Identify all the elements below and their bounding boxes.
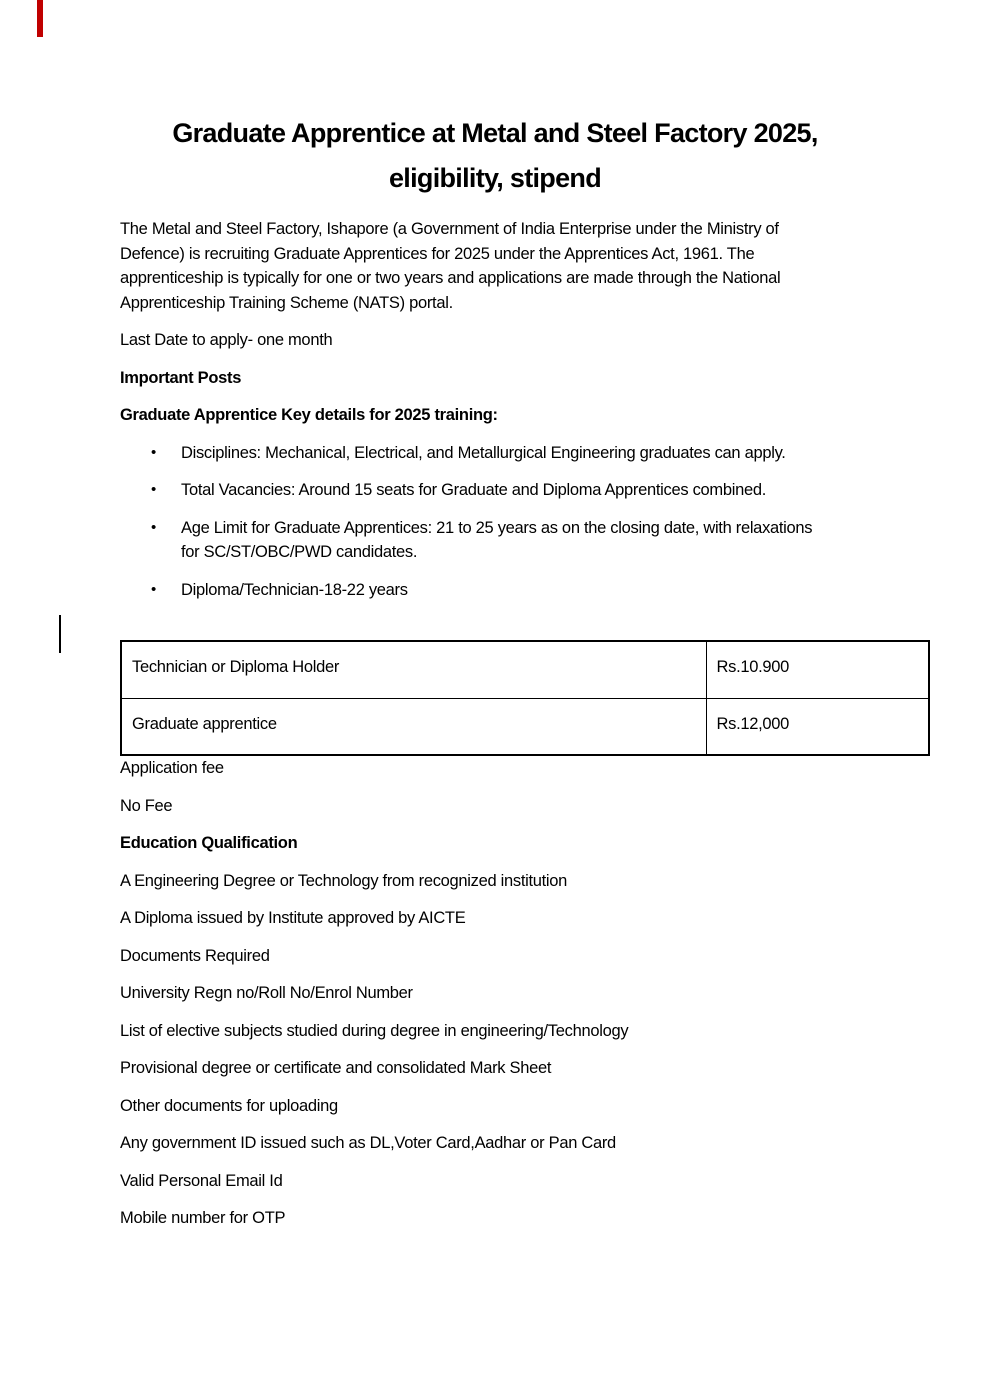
bullet-line: Diploma/Technician-18-22 years [181, 580, 408, 599]
bullet-text [181, 441, 930, 466]
important-posts-heading: Important Posts [120, 368, 242, 387]
tracked-change-bar-black [59, 615, 61, 653]
key-details-bullet-list [120, 441, 930, 603]
bullet-line: for SC/ST/OBC/PWD candidates. [181, 543, 418, 561]
bullet-icon: • [151, 481, 156, 498]
stipend-role-cell: Technician or Diploma Holder [121, 641, 706, 698]
document-body [0, 217, 990, 1231]
education-qualification-heading: Education Qualification [120, 834, 298, 852]
bullet-item-age-limit [120, 516, 930, 565]
intro-line: Apprenticeship Training Scheme (NATS) portal. [120, 293, 453, 312]
bullet-icon: • [151, 518, 156, 536]
documents-required-line: Documents Required [120, 946, 270, 965]
document-email-line: Valid Personal Email Id [120, 1171, 283, 1190]
bullet-text [181, 478, 930, 503]
last-date-line: Last Date to apply- one month [120, 331, 333, 349]
page-title-line-2: eligibility, stipend [388, 163, 602, 193]
document-university-regn-line: University Regn no/Roll No/Enrol Number [120, 984, 413, 1002]
page-title-line-1: Graduate Apprentice at Metal and Steel Factory 2025, [172, 118, 818, 148]
tracked-change-bar-red [37, 0, 43, 37]
stipend-table [120, 640, 930, 756]
key-details-heading: Graduate Apprentice Key details for 2025 training: [120, 406, 498, 424]
bullet-line: Disciplines: Mechanical, Electrical, and Metallurgical Engineering graduates can apply. [181, 443, 786, 462]
bullet-item-total-vacancies [120, 478, 930, 503]
other-documents-line: Other documents for uploading [120, 1096, 338, 1115]
document-government-id-line: Any government ID issued such as DL,Voter Card,Aadhar or Pan Card [120, 1134, 616, 1152]
bullet-text [181, 516, 930, 565]
document-mobile-line: Mobile number for OTP [120, 1209, 286, 1227]
bullet-icon: • [151, 443, 156, 461]
stipend-table-row [121, 641, 929, 698]
bullet-line: Total Vacancies: Around 15 seats for Graduate and Diploma Apprentices combined. [181, 481, 767, 499]
intro-line: apprenticeship is typically for one or two years and applications are made through the National [120, 269, 781, 287]
application-fee-value: No Fee [120, 796, 173, 815]
education-diploma-line: A Diploma issued by Institute approved by AICTE [120, 909, 466, 927]
stipend-role-cell: Graduate apprentice [121, 698, 706, 755]
bullet-item-diploma-technician [120, 578, 930, 603]
document-elective-subjects-line: List of elective subjects studied during degree in engineering/Technology [120, 1021, 629, 1040]
stipend-amount-cell: Rs.10.900 [706, 641, 929, 698]
intro-line: The Metal and Steel Factory, Ishapore (a Government of India Enterprise under the Ministry of [120, 220, 779, 238]
bullet-text [181, 578, 930, 603]
intro-line: Defence) is recruiting Graduate Apprentices for 2025 under the Apprentices Act, 1961. The [120, 244, 755, 263]
page-title [0, 0, 990, 201]
document-provisional-degree-line: Provisional degree or certificate and consolidated Mark Sheet [120, 1059, 552, 1077]
bullet-item-disciplines [120, 441, 930, 466]
education-degree-line: A Engineering Degree or Technology from recognized institution [120, 871, 568, 890]
intro-paragraph [120, 217, 930, 315]
bullet-icon: • [151, 580, 156, 598]
application-fee-label: Application fee [120, 759, 224, 777]
stipend-table-row [121, 698, 929, 755]
stipend-amount-cell: Rs.12,000 [706, 698, 929, 755]
bullet-line: Age Limit for Graduate Apprentices: 21 to 25 years as on the closing date, with relaxations [181, 518, 813, 537]
